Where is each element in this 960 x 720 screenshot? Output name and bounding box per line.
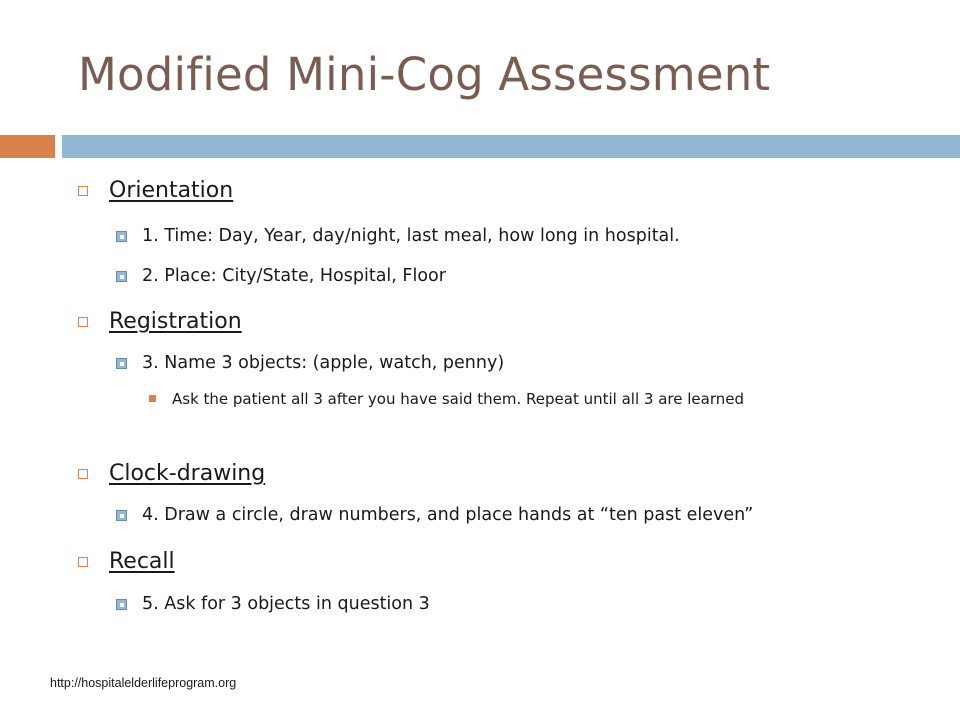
filled-square-bullet-icon <box>149 395 156 402</box>
list-item-text: 1. Time: Day, Year, day/night, last meal, how long in hospital. <box>142 226 680 246</box>
square-bullet-icon <box>116 271 127 282</box>
hollow-square-bullet-icon <box>78 186 88 196</box>
hollow-square-bullet-icon <box>78 317 88 327</box>
list-item-text: 3. Name 3 objects: (apple, watch, penny) <box>142 353 505 373</box>
section-heading: Registration <box>109 309 242 334</box>
accent-bar-blue <box>62 135 960 158</box>
hollow-square-bullet-icon <box>78 557 88 567</box>
list-item-text: 5. Ask for 3 objects in question 3 <box>142 594 430 614</box>
source-url: http://hospitalelderlifeprogram.org <box>50 676 237 690</box>
hollow-square-bullet-icon <box>78 469 88 479</box>
square-bullet-icon <box>116 510 127 521</box>
slide-title: Modified Mini-Cog Assessment <box>78 48 771 101</box>
square-bullet-icon <box>116 358 127 369</box>
sub-list-item-text: Ask the patient all 3 after you have said them. Repeat until all 3 are learned <box>172 390 744 408</box>
section-heading: Clock-drawing <box>109 461 266 486</box>
list-item-text: 4. Draw a circle, draw numbers, and place hands at “ten past eleven” <box>142 505 754 525</box>
section-heading: Orientation <box>109 178 234 203</box>
list-item-text: 2. Place: City/State, Hospital, Floor <box>142 266 446 286</box>
square-bullet-icon <box>116 231 127 242</box>
section-heading: Recall <box>109 549 175 574</box>
square-bullet-icon <box>116 599 127 610</box>
accent-bar-orange <box>0 135 55 158</box>
